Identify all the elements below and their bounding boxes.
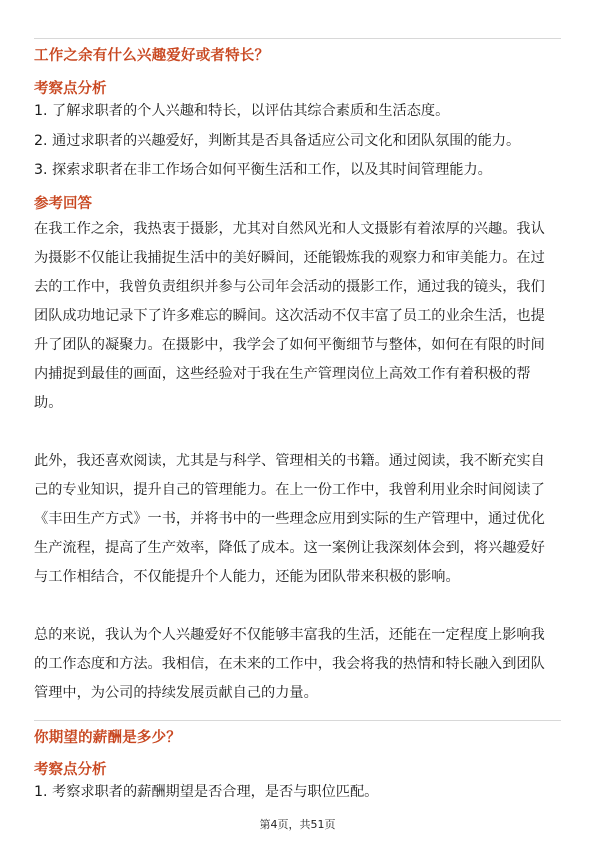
page-number: 第4页，共51页 (259, 818, 336, 831)
analysis-item: 2. 通过求职者的兴趣爱好，判断其是否具备适应公司文化和团队氛围的能力。 (34, 133, 521, 149)
section-divider (34, 720, 561, 721)
analysis-heading: 考察点分析 (34, 762, 107, 778)
analysis-item: 1. 考察求职者的薪酬期望是否合理，是否与职位匹配。 (34, 784, 379, 800)
answer-line: 与工作相结合，不仅能提升个人能力，还能为团队带来积极的影响。 (34, 569, 460, 585)
analysis-item: 3. 探索求职者在非工作场合如何平衡生活和工作，以及其时间管理能力。 (34, 162, 492, 178)
analysis-heading: 考察点分析 (34, 81, 107, 97)
answer-line: 管理中，为公司的持续发展贡献自己的力量。 (34, 685, 318, 701)
answer-heading: 参考回答 (34, 196, 92, 212)
answer-line: 团队成功地记录下了许多难忘的瞬间。这次活动不仅丰富了员工的业余生活，也提 (34, 308, 545, 324)
analysis-item: 1. 了解求职者的个人兴趣和特长，以评估其综合素质和生活态度。 (34, 103, 450, 119)
answer-line: 内捕捉到最佳的画面，这些经验对于我在生产管理岗位上高效工作有着积极的帮 (34, 366, 531, 382)
answer-line: 《丰田生产方式》一书，并将书中的一些理念应用到实际的生产管理中，通过优化 (34, 511, 545, 527)
answer-line: 此外，我还喜欢阅读，尤其是与科学、管理相关的书籍。通过阅读，我不断充实自 (34, 453, 545, 469)
answer-line: 的工作态度和方法。我相信，在未来的工作中，我会将我的热情和特长融入到团队 (34, 656, 545, 672)
top-divider (34, 38, 561, 39)
answer-line: 在我工作之余，我热衷于摄影，尤其对自然风光和人文摄影有着浓厚的兴趣。我认 (34, 221, 545, 237)
answer-line: 去的工作中，我曾负责组织并参与公司年会活动的摄影工作，通过我的镜头，我们 (34, 279, 545, 295)
answer-line: 己的专业知识，提升自己的管理能力。在上一份工作中，我曾利用业余时间阅读了 (34, 482, 545, 498)
answer-line: 升了团队的凝聚力。在摄影中，我学会了如何平衡细节与整体，如何在有限的时间 (34, 337, 545, 353)
answer-line: 总的来说，我认为个人兴趣爱好不仅能够丰富我的生活，还能在一定程度上影响我 (34, 627, 545, 643)
answer-line: 生产流程，提高了生产效率，降低了成本。这一案例让我深刻体会到，将兴趣爱好 (34, 540, 545, 556)
answer-line: 助。 (34, 395, 63, 411)
question-title: 工作之余有什么兴趣爱好或者特长？ (34, 48, 270, 64)
answer-line: 为摄影不仅能让我捕捉生活中的美好瞬间，还能锻炼我的观察力和审美能力。在过 (34, 250, 545, 266)
question-title: 你期望的薪酬是多少？ (34, 730, 181, 746)
